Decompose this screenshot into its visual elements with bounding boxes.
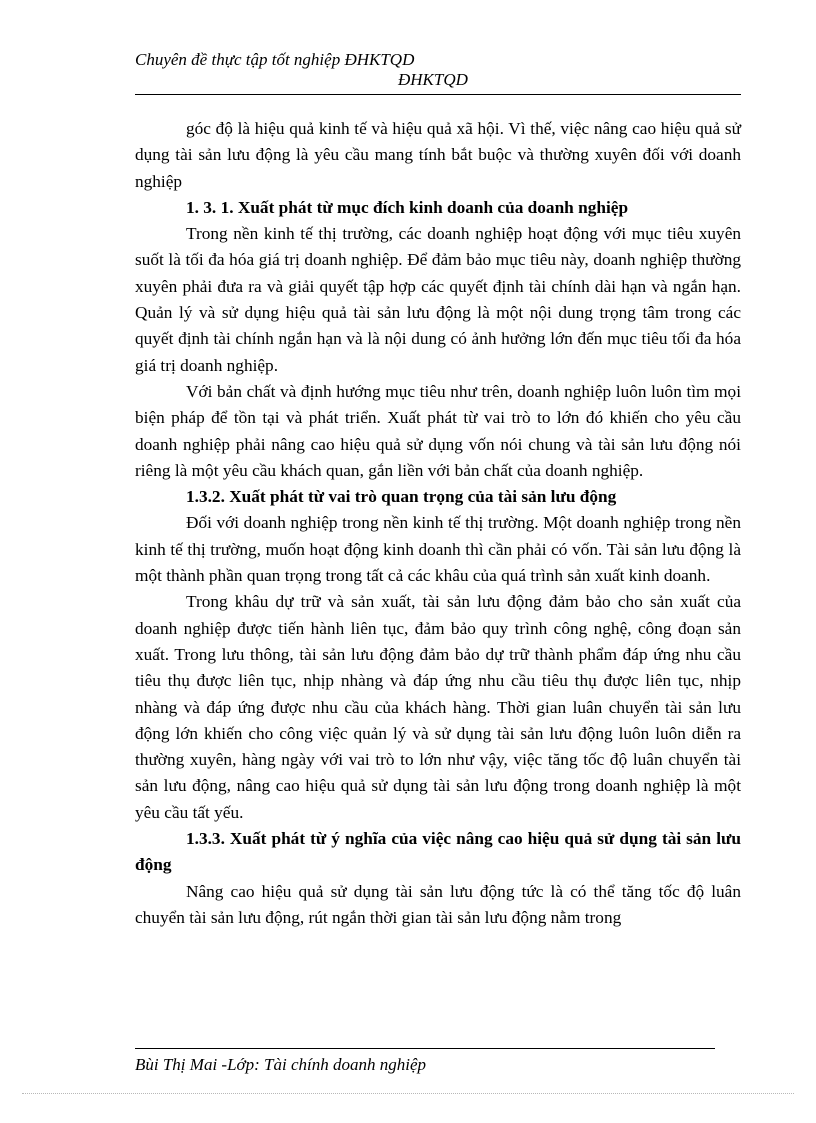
- footer-rule: [135, 1048, 715, 1049]
- paragraph: Trong nền kinh tế thị trường, các doanh nghiệp hoạt động với mục tiêu xuyên suốt là tối đa hóa giá trị doanh nghiệp. Để đảm bảo mục tiêu này, doanh nghiệp thường xuyên phải đưa ra và giải quyết tập hợp các quyết định tài chính dài hạn và ngắn hạn. Quản lý và sử dụng hiệu quả tài sản lưu động là một nội dung trọng tâm trong các quyết định tài chính ngắn hạn và là nội dung có ảnh hưởng lớn đến mục tiêu tối đa hóa giá trị doanh nghiệp.: [135, 224, 741, 375]
- header-title: Chuyên đề thực tập tốt nghiệp ĐHKTQD: [135, 50, 415, 69]
- section-heading-1-3-3: 1.3.3. Xuất phát từ ý nghĩa của việc nâng cao hiệu quả sử dụng tài sản lưu động: [135, 829, 741, 875]
- paragraph: Trong khâu dự trữ và sản xuất, tài sản lưu động đảm bảo cho sản xuất của doanh nghiệp được tiến hành liên tục, đảm bảo quy trình công nghệ, công đoạn sản xuất. Trong lưu thông, tài sản lưu động đảm bảo dự trữ thành phẩm đáp ứng nhu cầu tiêu thụ được liên tục, nhịp nhàng và đáp ứng nhu cầu tiêu thụ được liên tục, nhịp nhàng và đáp ứng được nhu cầu của khách hàng. Thời gian luân chuyển tài sản lưu động lớn khiến cho công việc quản lý và sử dụng tài sản lưu động luôn luôn diễn ra thường xuyên, hàng ngày với vai trò to lớn như vậy, việc tăng tốc độ luân chuyển tài sản lưu động, nâng cao hiệu quả sử dụng tài sản lưu động trong doanh nghiệp là một yêu cầu tất yếu.: [135, 592, 741, 822]
- footer-text: Bùi Thị Mai -Lớp: Tài chính doanh nghiệp: [135, 1055, 426, 1074]
- paragraph: Nâng cao hiệu quả sử dụng tài sản lưu động tức là có thể tăng tốc độ luân chuyển tài sản lưu động, rút ngắn thời gian tài sản lưu động nằm trong: [135, 881, 741, 927]
- page-footer: [135, 1048, 715, 1075]
- header-subtitle: ĐHKTQD: [398, 70, 468, 89]
- paragraph: góc độ là hiệu quả kinh tế và hiệu quả xã hội. Vì thế, việc nâng cao hiệu quả sử dụng tài sản lưu động là yêu cầu mang tính bắt buộc và thường xuyên đối với doanh nghiệp: [135, 119, 741, 191]
- paragraph: Với bản chất và định hướng mục tiêu như trên, doanh nghiệp luôn luôn tìm mọi biện pháp để tồn tại và phát triển. Xuất phát từ vai trò to lớn đó khiến cho yêu cầu doanh nghiệp phải nâng cao hiệu quả sử dụng vốn nói chung và tài sản lưu động nói riêng là một yêu cầu khách quan, gắn liền với bản chất của doanh nghiệp.: [135, 381, 741, 480]
- header-rule: [135, 94, 741, 95]
- section-heading-1-3-1: 1. 3. 1. Xuất phát từ mục đích kinh doanh của doanh nghiệp: [186, 197, 629, 217]
- document-body: [135, 116, 741, 931]
- section-heading-1-3-2: 1.3.2. Xuất phát từ vai trò quan trọng của tài sản lưu động: [186, 487, 617, 507]
- paragraph: Đối với doanh nghiệp trong nền kinh tế thị trường. Một doanh nghiệp trong nền kinh tế thị trường, muốn hoạt động kinh doanh thì cần phải có vốn. Tài sản lưu động là một thành phần quan trọng trong tất cả các khâu của quá trình sản xuất kinh doanh.: [135, 513, 741, 586]
- page-header: [135, 50, 741, 95]
- page-bottom-edge: [22, 1093, 794, 1094]
